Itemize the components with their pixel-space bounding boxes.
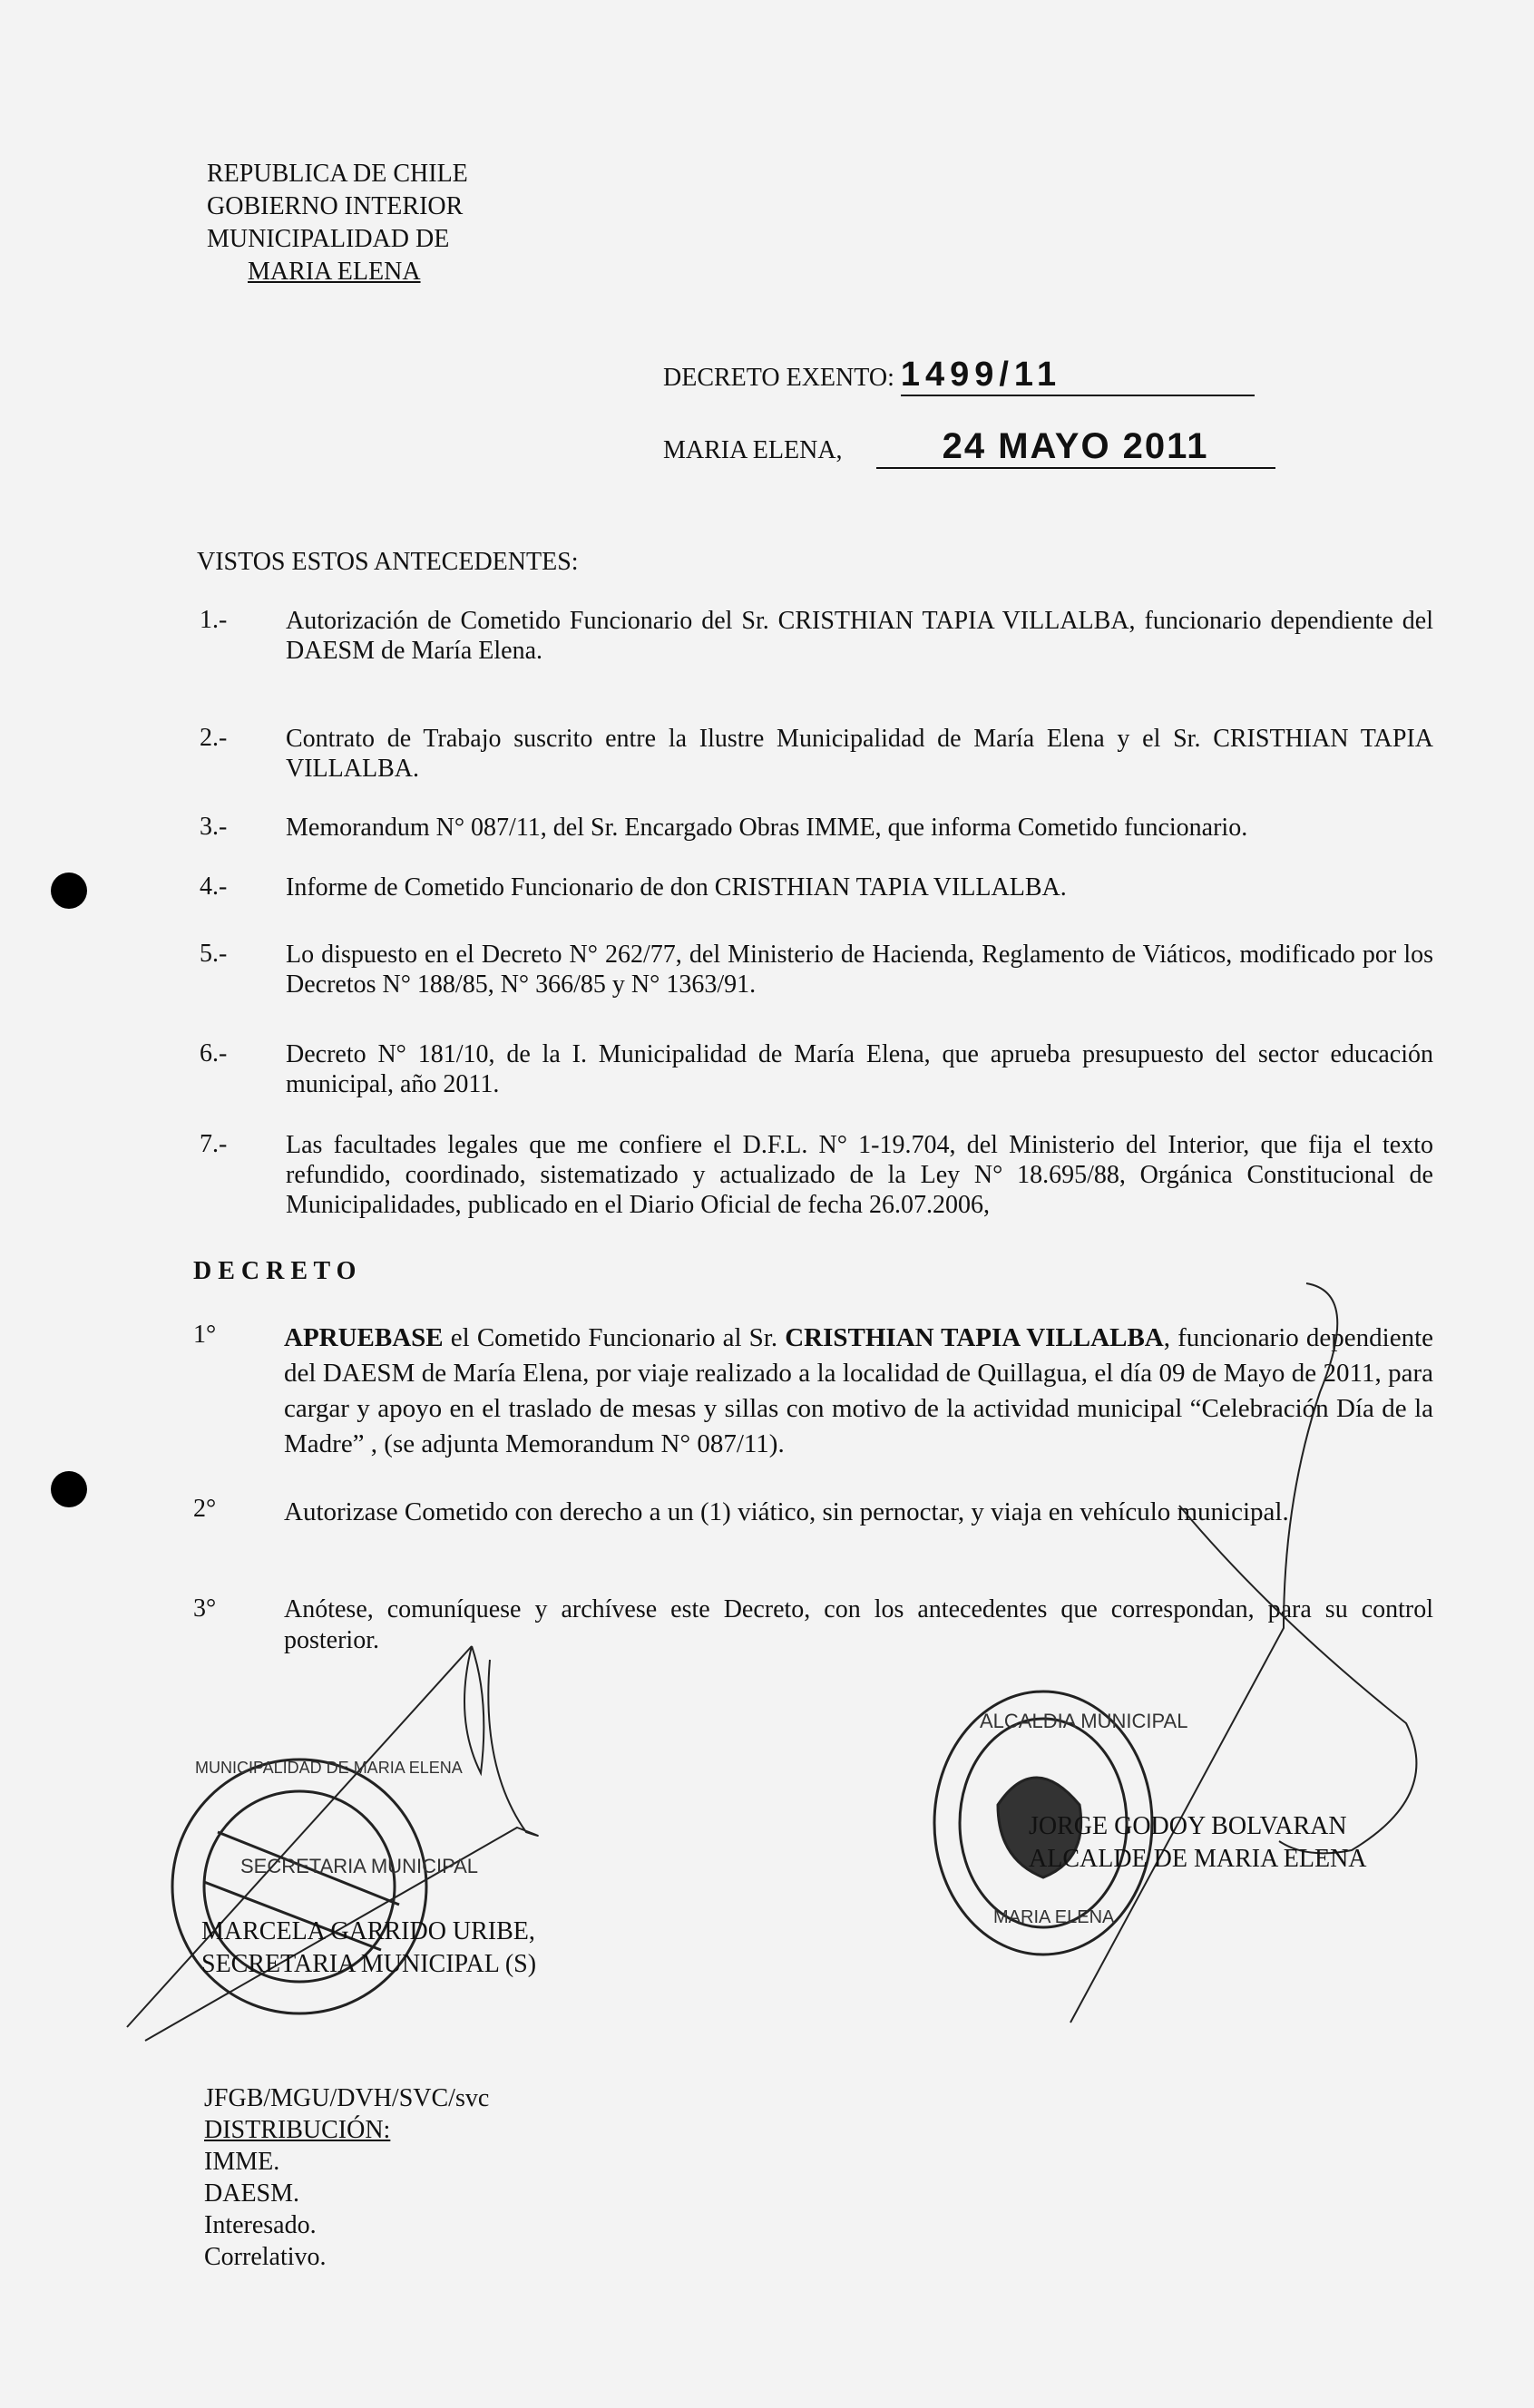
decreto-title: D E C R E T O (193, 1257, 357, 1285)
initials: JFGB/MGU/DVH/SVC/svc (204, 2084, 490, 2112)
secretary-name: MARCELA GARRIDO URIBE, (201, 1917, 535, 1945)
item-text-part: , funcionario dependiente del DAESM de María Elena, por viaje realizado a la localidad de Quillagua, el día 09 de Mayo de 2011, para cargar y apoyo en el traslado de mesas y sillas con motivo de la actividad municipal “Celebración Día de la Madre” , (se adjunta Memorandum N° 087/11). (284, 1323, 1433, 1458)
distribution-item: Correlativo. (204, 2243, 327, 2271)
letterhead-line: MARIA ELENA (248, 258, 421, 286)
approve-keyword: APRUEBASE (284, 1323, 444, 1352)
item-number: 6.- (200, 1039, 228, 1068)
item-text: Autorizase Cometido con derecho a un (1) viático, sin pernoctar, y viaja en vehículo municipal. (284, 1497, 1289, 1526)
letterhead-line: REPUBLICA DE CHILE (207, 160, 468, 188)
distribution-block (204, 2082, 489, 2273)
item-text: Decreto N° 181/10, de la I. Municipalidad de María Elena, que aprueba presupuesto del sector educación municipal, año 2011. (286, 1040, 1433, 1098)
distribution-item: Interesado. (204, 2211, 317, 2239)
item-number: 2.- (200, 724, 228, 752)
item-text: Las facultades legales que me confiere el D.F.L. N° 1-19.704, del Ministerio del Interior, que fija el texto refundido, coordinado, sistematizado y actualizado de la Ley N° 18.695/88, Orgánica Constitucional de Municipalidades, publicado en el Diario Oficial de fecha 26.07.2006, (286, 1131, 1433, 1219)
stamp-left-ring-text: MUNICIPALIDAD DE MARIA ELENA (195, 1759, 463, 1777)
place-label: MARIA ELENA, (663, 436, 843, 464)
item-number: 4.- (200, 873, 228, 901)
secretary-title: SECRETARIA MUNICIPAL (S) (201, 1950, 537, 1978)
decree-number-stamp: 1499/11 (900, 356, 1062, 394)
mayor-name: JORGE GODOY BOLVARAN (1029, 1812, 1347, 1840)
vistos-title: VISTOS ESTOS ANTECEDENTES: (197, 548, 579, 576)
item-number: 3.- (200, 813, 228, 841)
mayor-title: ALCALDE DE MARIA ELENA (1029, 1845, 1367, 1873)
letterhead-line: MUNICIPALIDAD DE (207, 225, 450, 253)
item-text: Memorandum N° 087/11, del Sr. Encargado Obras IMME, que informa Cometido funcionario. (286, 814, 1248, 842)
item-text: Informe de Cometido Funcionario de don CRISTHIAN TAPIA VILLALBA. (286, 873, 1067, 902)
mayor-signature-block (1029, 1810, 1367, 1876)
stamp-left-text: SECRETARIA MUNICIPAL (240, 1855, 479, 1877)
official-name: CRISTHIAN TAPIA VILLALBA (785, 1323, 1164, 1352)
item-text: Lo dispuesto en el Decreto N° 262/77, del Ministerio de Hacienda, Reglamento de Viáticos, modificado por los Decretos N° 188/85, N° 366/85 y N° 1363/91. (286, 941, 1433, 999)
item-number: 3° (193, 1594, 217, 1623)
item-number: 5.- (200, 940, 228, 968)
date-stamp: 24 MAYO 2011 (942, 426, 1209, 466)
distribution-item: DAESM. (204, 2179, 300, 2208)
distribution-item: IMME. (204, 2148, 280, 2176)
item-number: 1.- (200, 606, 228, 634)
item-number: 7.- (200, 1130, 228, 1158)
item-text-part: el Cometido Funcionario al Sr. (443, 1323, 786, 1352)
secretary-signature-block (201, 1916, 536, 1981)
item-number: 1° (193, 1321, 217, 1349)
item-text: Autorización de Cometido Funcionario del Sr. CRISTHIAN TAPIA VILLALBA, funcionario dependiente del DAESM de María Elena. (286, 607, 1433, 665)
decree-number-label: DECRETO EXENTO: (663, 364, 894, 392)
item-number: 2° (193, 1495, 217, 1523)
letterhead-line: GOBIERNO INTERIOR (207, 192, 464, 220)
stamp-right-text: ALCALDIA MUNICIPAL (980, 1710, 1188, 1732)
stamp-right-bottom-text: MARIA ELENA (993, 1907, 1115, 1927)
item-text: Anótese, comuníquese y archívese este Decreto, con los antecedentes que correspondan, para su control posterior. (284, 1595, 1433, 1654)
distribution-title: DISTRIBUCIÓN: (204, 2116, 391, 2144)
item-text: Contrato de Trabajo suscrito entre la Ilustre Municipalidad de María Elena y el Sr. CRISTHIAN TAPIA VILLALBA. (286, 725, 1433, 783)
